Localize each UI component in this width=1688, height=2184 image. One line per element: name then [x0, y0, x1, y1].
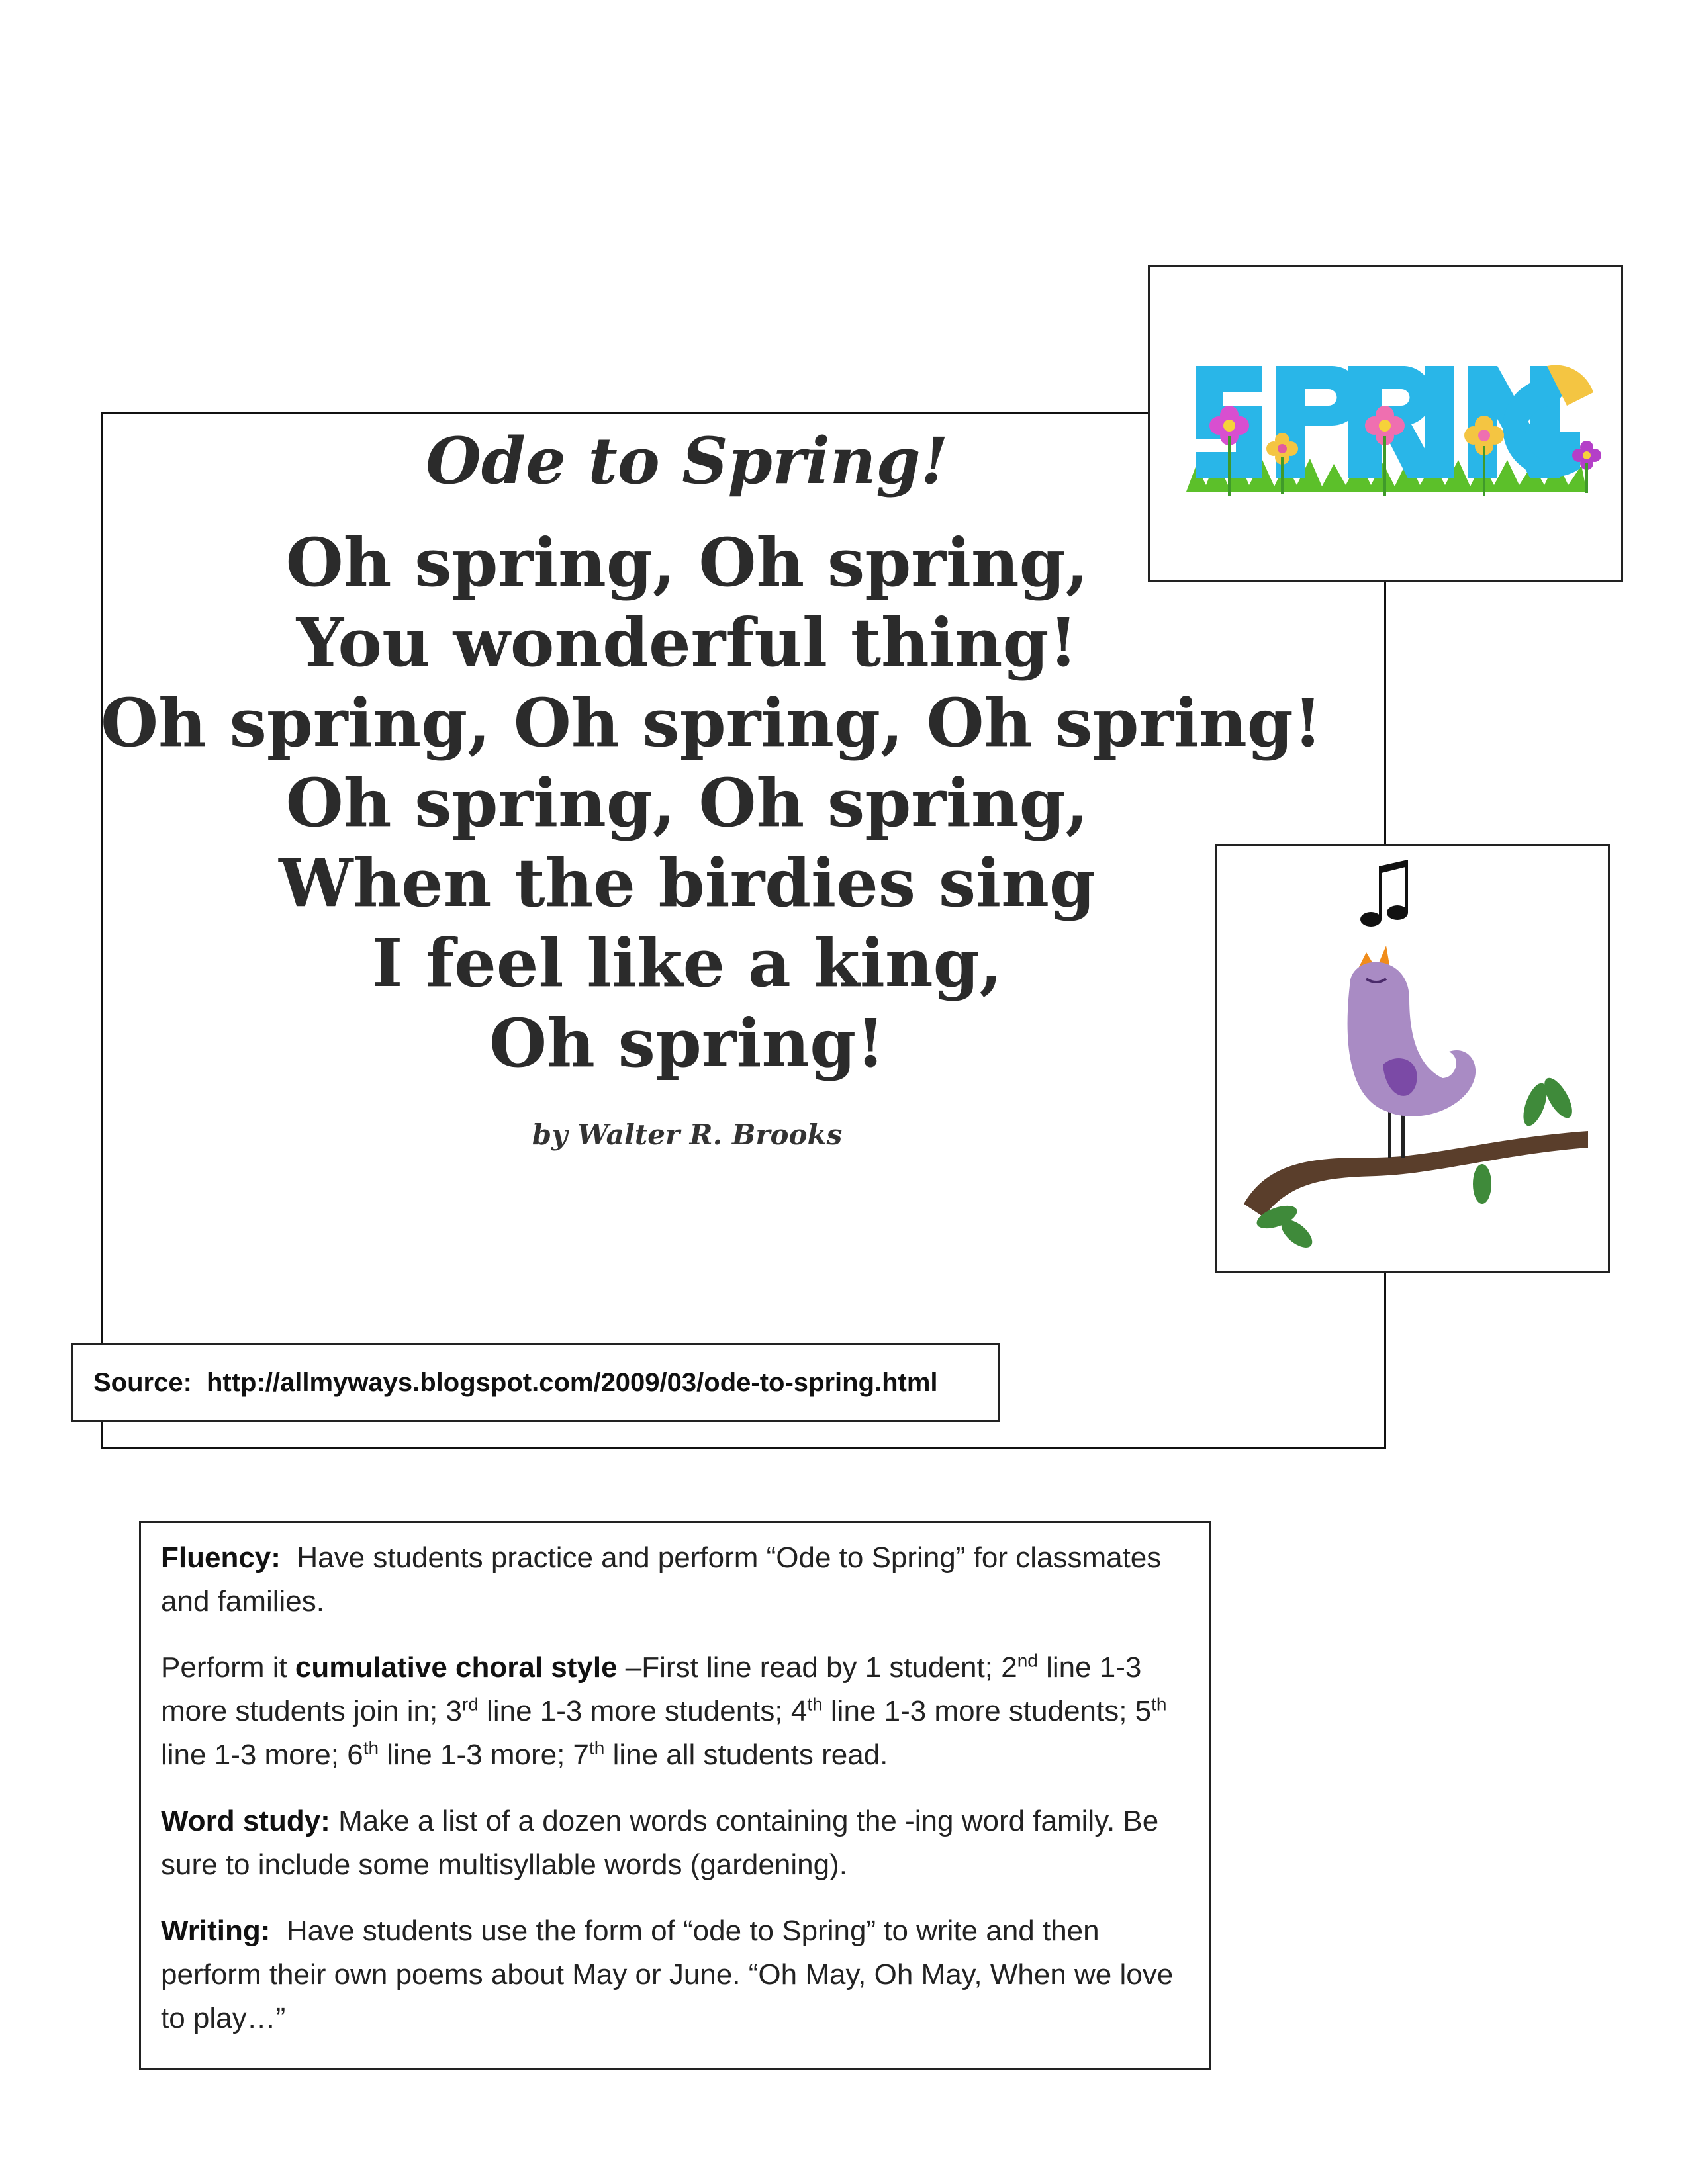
perform-style: cumulative choral style	[295, 1651, 618, 1684]
perform-text: –First line read by 1 student; 2	[617, 1651, 1017, 1684]
poem-byline: by Walter R. Brooks	[532, 1118, 843, 1151]
perform-text: line 1-3 more; 6	[161, 1739, 363, 1771]
singing-bird-on-branch-icon	[1217, 846, 1608, 1271]
poem-title: Ode to Spring!	[426, 424, 949, 498]
poem-line: Oh spring, Oh spring,	[285, 764, 1089, 842]
perform-paragraph	[161, 1646, 1190, 1777]
poem-line: Oh spring, Oh spring,	[285, 523, 1089, 602]
word-study-label: Word study:	[161, 1805, 330, 1837]
poem-line: Oh spring!	[489, 1004, 886, 1082]
ordinal-suffix: th	[363, 1737, 379, 1758]
poem-stanza	[101, 523, 1386, 1083]
perform-text: line 1-3 more; 7	[379, 1739, 589, 1771]
poem-line: You wonderful thing!	[296, 604, 1078, 682]
perform-text: line 1-3 more students join in; 3	[161, 1651, 1142, 1727]
word-study-text: Make a list of a dozen words containing the -ing word family. Be sure to include some multisyllable words (gardening).	[161, 1805, 1159, 1881]
source-label: Source:	[93, 1367, 192, 1397]
ordinal-suffix: nd	[1017, 1650, 1038, 1671]
poem-line: Oh spring, Oh spring, Oh spring!	[101, 684, 1323, 762]
spring-graphic-frame	[1148, 265, 1623, 582]
perform-prefix: Perform it	[161, 1651, 295, 1684]
poem-line: When the birdies sing	[279, 844, 1096, 922]
ordinal-suffix: th	[589, 1737, 605, 1758]
ordinal-suffix: th	[1151, 1694, 1167, 1715]
source-citation	[71, 1343, 1000, 1422]
writing-text: Have students use the form of “ode to Spring” to write and then perform their own poems about May or June. “Oh May, Oh May, When we love to play…”	[161, 1915, 1174, 2034]
perform-text: line 1-3 more students; 4	[478, 1695, 808, 1727]
ordinal-suffix: rd	[461, 1694, 479, 1715]
bird-graphic-frame	[1215, 844, 1610, 1273]
source-url[interactable]: http://allmyways.blogspot.com/2009/03/ode-to-spring.html	[206, 1367, 938, 1397]
perform-text: line 1-3 more students; 5	[822, 1695, 1152, 1727]
writing-paragraph	[161, 1909, 1190, 2040]
music-note-icon	[1360, 860, 1408, 927]
fluency-label: Fluency:	[161, 1541, 281, 1574]
perform-text: line all students read.	[604, 1739, 888, 1771]
writing-label: Writing:	[161, 1915, 271, 1947]
fluency-paragraph	[161, 1536, 1190, 1623]
fluency-text: Have students practice and perform “Ode to Spring” for classmates and families.	[161, 1541, 1162, 1617]
poem-line: I feel like a king,	[371, 924, 1003, 1002]
ordinal-suffix: th	[807, 1694, 823, 1715]
spring-word-flowers-icon	[1150, 267, 1621, 580]
activities-box	[139, 1521, 1211, 2070]
word-study-paragraph	[161, 1799, 1190, 1887]
